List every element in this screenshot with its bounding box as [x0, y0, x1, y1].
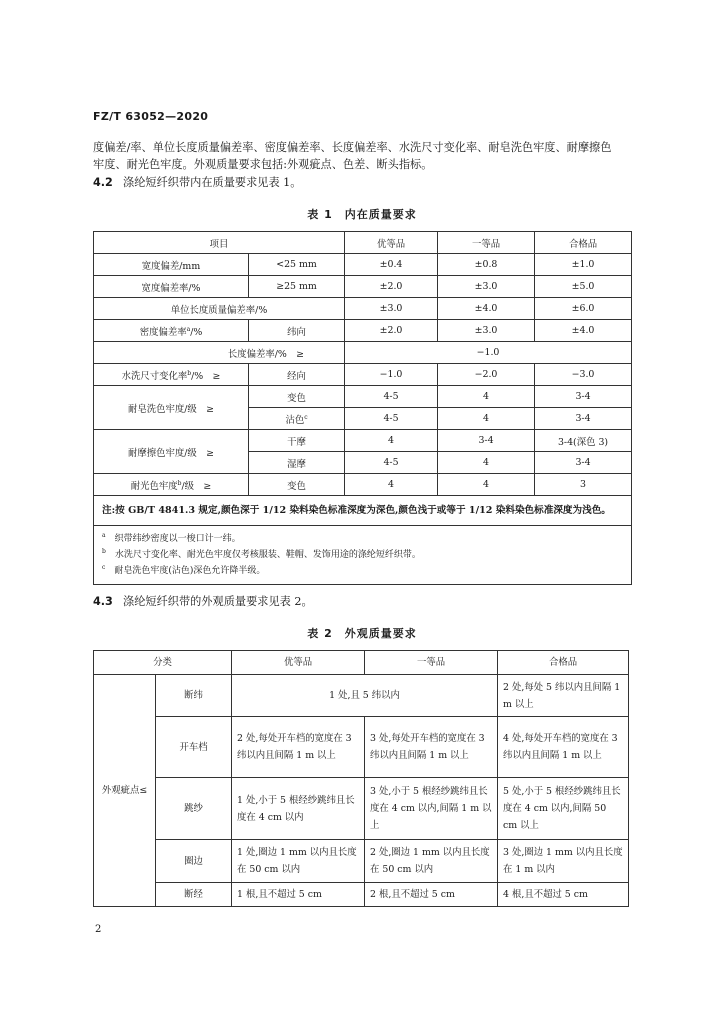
cell-grade3: ±1.0 — [535, 254, 632, 276]
table2-appearance-quality — [93, 650, 629, 907]
header-grade3: 合格品 — [535, 232, 632, 254]
section-4-3 — [93, 593, 633, 610]
group-label: 外观疵点≤ — [94, 675, 156, 907]
cell-grade1: 1 处,圈边 1 mm 以内且长度在 50 cm 以内 — [232, 840, 365, 883]
row-label: 单位长度质量偏差率/% — [94, 298, 345, 320]
cell-grade3: 3-4 — [535, 452, 632, 474]
cell-grade2: 3-4 — [438, 430, 535, 452]
row-label: 长度偏差率/% ≥ — [94, 342, 345, 364]
standard-id: FZ/T 63052—2020 — [93, 110, 209, 123]
cell-grade1: 4 — [345, 430, 438, 452]
section-text: 涤纶短纤织带的外观质量要求见表 2。 — [123, 595, 313, 608]
cell-grade1: 1 根,且不超过 5 cm — [232, 883, 365, 907]
cell-grade1-2: 1 处,且 5 纬以内 — [232, 675, 498, 717]
footnote-text: 织带纬纱密度以一梭口计一纬。 — [114, 534, 241, 544]
cell-grade2: 4 — [438, 408, 535, 430]
cell-grade2: ±0.8 — [438, 254, 535, 276]
table-footnotes — [94, 526, 632, 585]
table-row — [94, 474, 632, 496]
header-grade2: 一等品 — [438, 232, 535, 254]
cell-grade1: 4 — [345, 474, 438, 496]
header-grade1: 优等品 — [232, 651, 365, 675]
footnote-mark: c — [102, 564, 106, 571]
row-label: 圈边 — [156, 840, 232, 883]
cell-grade2: 3 处,每处开车档的宽度在 3 纬以内且间隔 1 m 以上 — [365, 717, 498, 778]
label-text: 水洗尺寸变化率 — [121, 370, 188, 382]
section-number: 4.2 — [93, 176, 113, 189]
row-condition: 经向 — [249, 364, 345, 386]
cell-grade2: ±3.0 — [438, 320, 535, 342]
header-grade3: 合格品 — [498, 651, 629, 675]
condition-text: 沾色 — [285, 414, 305, 426]
cell-grade3: 3-4 — [535, 386, 632, 408]
label-unit: /% ≥ — [191, 370, 221, 382]
row-label: 开车档 — [156, 717, 232, 778]
footnote-ref: a — [186, 325, 191, 333]
cell-grade3: 5 处,小于 5 根经纱跳纬且长度在 4 cm 以内,间隔 50 cm 以上 — [498, 778, 629, 840]
row-condition: 湿摩 — [249, 452, 345, 474]
cell-grade3: 2 处,每处 5 纬以内且间隔 1 m 以上 — [498, 675, 629, 717]
row-label — [94, 364, 249, 386]
table-row — [94, 342, 632, 364]
table-row — [94, 386, 632, 408]
row-label: 宽度偏差率/% — [94, 276, 249, 298]
cell-grade1: ±2.0 — [345, 276, 438, 298]
table-note-row — [94, 496, 632, 526]
row-label: 跳纱 — [156, 778, 232, 840]
row-label: 耐摩擦色牢度/级 ≥ — [94, 430, 249, 474]
cell-grade3: 3-4(深色 3) — [535, 430, 632, 452]
footnote-ref: b — [187, 369, 192, 377]
row-condition: 变色 — [249, 474, 345, 496]
footnote — [102, 563, 623, 579]
table2-title: 表 2 外观质量要求 — [307, 627, 417, 640]
intro-line-2: 牢度、耐光色牢度。外观质量要求包括:外观疵点、色差、断头指标。 — [93, 158, 433, 171]
table-row — [94, 320, 632, 342]
cell-grade1: ±3.0 — [345, 298, 438, 320]
cell-grade3: 3-4 — [535, 408, 632, 430]
cell-grade3: −3.0 — [535, 364, 632, 386]
footnote-text: 水洗尺寸变化率、耐光色牢度仅考核服装、鞋帽、发饰用途的涤纶短纤织带。 — [114, 550, 421, 560]
cell-grade2: 4 — [438, 474, 535, 496]
table-row — [94, 717, 629, 778]
row-condition — [249, 408, 345, 430]
cell-grade3: 4 处,每处开车档的宽度在 3 纬以内且间隔 1 m 以上 — [498, 717, 629, 778]
footnote — [102, 547, 623, 563]
table-row — [94, 276, 632, 298]
header-category: 分类 — [94, 651, 232, 675]
header-grade1: 优等品 — [345, 232, 438, 254]
cell-grade1: 2 处,每处开车档的宽度在 3 纬以内且间隔 1 m 以上 — [232, 717, 365, 778]
row-condition: ≥25 mm — [249, 276, 345, 298]
page-number: 2 — [95, 924, 102, 935]
table-row — [94, 254, 632, 276]
cell-all-grades: −1.0 — [345, 342, 632, 364]
cell-grade3: 3 — [535, 474, 632, 496]
table-note: 注:按 GB/T 4841.3 规定,颜色深于 1/12 染料染色标准深度为深色,颜色浅于或等于 1/12 染料染色标准深度为浅色。 — [94, 496, 632, 526]
cell-grade2: 2 处,圈边 1 mm 以内且长度在 50 cm 以内 — [365, 840, 498, 883]
table-footnotes-row — [94, 526, 632, 585]
cell-grade1: ±0.4 — [345, 254, 438, 276]
cell-grade1: 4-5 — [345, 452, 438, 474]
label-text: 密度偏差率 — [139, 326, 187, 338]
row-condition: 变色 — [249, 386, 345, 408]
row-condition: 干摩 — [249, 430, 345, 452]
table-row — [94, 883, 629, 907]
row-label: 断经 — [156, 883, 232, 907]
cell-grade3: 4 根,且不超过 5 cm — [498, 883, 629, 907]
row-condition: <25 mm — [249, 254, 345, 276]
footnote-ref: c — [304, 413, 308, 421]
table-header-row — [94, 232, 632, 254]
table-row — [94, 840, 629, 883]
table-row — [94, 778, 629, 840]
cell-grade2: ±4.0 — [438, 298, 535, 320]
table-row — [94, 298, 632, 320]
header-item: 项目 — [94, 232, 345, 254]
section-4-2 — [93, 174, 633, 191]
footnote-mark: b — [102, 548, 106, 555]
cell-grade3: 3 处,圈边 1 mm 以内且长度在 1 m 以内 — [498, 840, 629, 883]
cell-grade2: 2 根,且不超过 5 cm — [365, 883, 498, 907]
row-label — [94, 474, 249, 496]
row-label: 断纬 — [156, 675, 232, 717]
cell-grade2: 4 — [438, 452, 535, 474]
cell-grade1: 1 处,小于 5 根经纱跳纬且长度在 4 cm 以内 — [232, 778, 365, 840]
cell-grade2: 3 处,小于 5 根经纱跳纬且长度在 4 cm 以内,间隔 1 m 以上 — [365, 778, 498, 840]
footnote-mark: a — [102, 532, 106, 539]
footnote-ref: b — [177, 479, 182, 487]
label-unit: /级 ≥ — [181, 480, 212, 492]
row-label — [94, 320, 249, 342]
cell-grade2: ±3.0 — [438, 276, 535, 298]
footnote-text: 耐皂洗色牢度(沾色)深色允许降半级。 — [114, 566, 266, 576]
row-label: 宽度偏差/mm — [94, 254, 249, 276]
table-header-row — [94, 651, 629, 675]
label-text: 耐光色牢度 — [130, 480, 178, 492]
label-unit: /% — [190, 326, 203, 338]
cell-grade3: ±6.0 — [535, 298, 632, 320]
cell-grade1: ±2.0 — [345, 320, 438, 342]
table-row — [94, 675, 629, 717]
section-text: 涤纶短纤织带内在质量要求见表 1。 — [123, 176, 302, 189]
intro-line-1: 度偏差/率、单位长度质量偏差率、密度偏差率、长度偏差率、水洗尺寸变化率、耐皂洗色牢度、耐摩擦色 — [93, 141, 612, 154]
row-condition: 纬向 — [249, 320, 345, 342]
row-label: 耐皂洗色牢度/级 ≥ — [94, 386, 249, 430]
table-row — [94, 430, 632, 452]
table-row — [94, 364, 632, 386]
cell-grade1: −1.0 — [345, 364, 438, 386]
table1-intrinsic-quality — [93, 231, 632, 585]
table1-title: 表 1 内在质量要求 — [307, 208, 417, 221]
footnote — [102, 531, 623, 547]
cell-grade2: −2.0 — [438, 364, 535, 386]
cell-grade3: ±5.0 — [535, 276, 632, 298]
header-grade2: 一等品 — [365, 651, 498, 675]
cell-grade2: 4 — [438, 386, 535, 408]
section-number: 4.3 — [93, 595, 113, 608]
cell-grade1: 4-5 — [345, 386, 438, 408]
cell-grade3: ±4.0 — [535, 320, 632, 342]
cell-grade1: 4-5 — [345, 408, 438, 430]
